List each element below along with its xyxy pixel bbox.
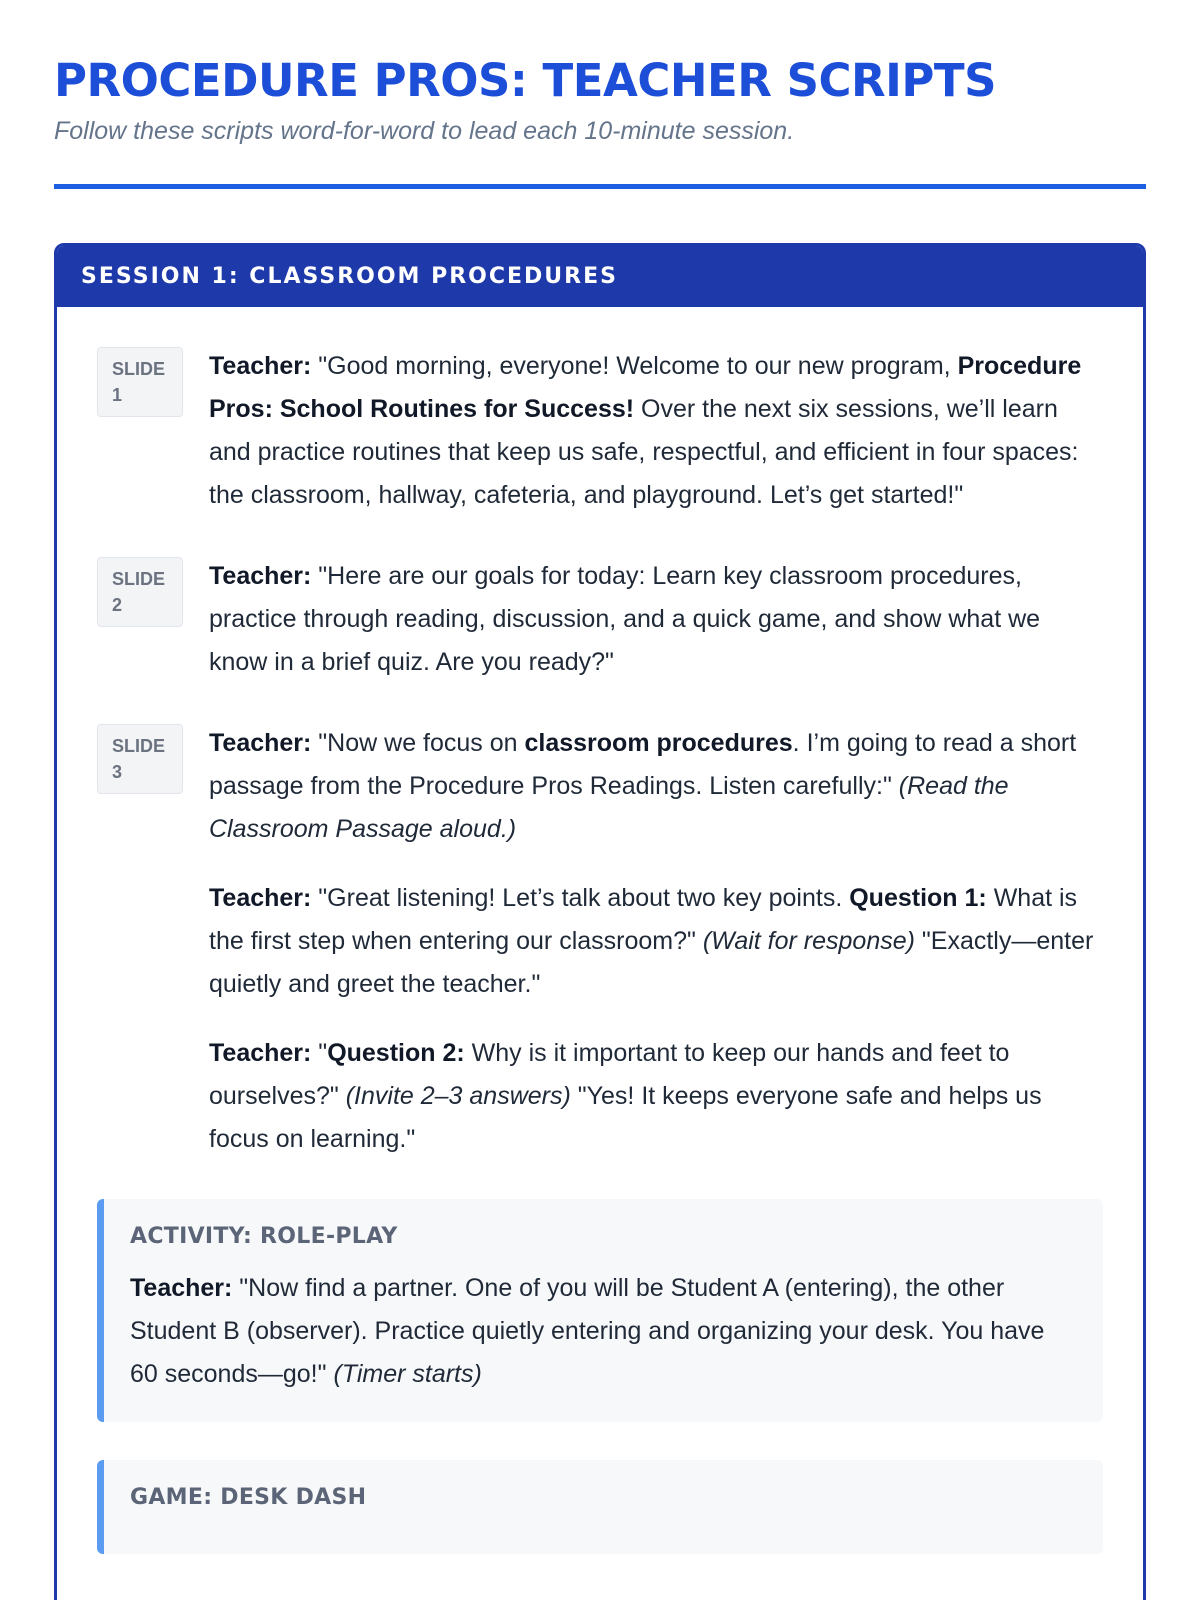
emphasis-text: classroom procedures xyxy=(524,729,793,757)
script-text: "Yes! It keeps everyone safe and helps us focus on learning." xyxy=(209,1082,1042,1153)
game-label: GAME: DESK DASH xyxy=(130,1485,367,1510)
script-text: "Great listening! Let’s talk about two key points. xyxy=(311,884,850,912)
speaker-label: Teacher: xyxy=(209,884,312,912)
question-label: Question 2: xyxy=(327,1039,465,1067)
script-paragraph xyxy=(209,722,1103,851)
script-paragraph xyxy=(209,877,1103,1006)
script-text: Over the next six sessions, we’ll learn and practice routines that keep us safe, respectful, and efficient in four spaces: the classroom, hallway, cafeteria, and playground. Let’s get started!" xyxy=(209,395,1079,509)
slide-tag-number: 3 xyxy=(112,762,123,782)
script-text: " xyxy=(311,1039,328,1067)
slide-tag xyxy=(97,347,183,417)
speaker-label: Teacher: xyxy=(209,729,312,757)
slide-tag-word: SLIDE xyxy=(112,736,166,756)
script-text: "Now find a partner. One of you will be Student A (entering), the other Student B (observer). Practice quietly entering and organizing your desk. You have 60 seconds—go!" xyxy=(130,1274,1045,1388)
script-text: Why is it important to keep our hands and feet to ourselves?" xyxy=(209,1039,1010,1110)
stage-direction: (Timer starts) xyxy=(333,1360,482,1388)
session-header xyxy=(57,246,1143,307)
slide-tag-number: 2 xyxy=(112,595,123,615)
script-text: "Exactly—enter quietly and greet the teacher." xyxy=(209,927,1094,998)
script-paragraph xyxy=(209,555,1103,684)
page-title: PROCEDURE PROS: TEACHER SCRIPTS xyxy=(54,54,996,107)
session-body xyxy=(57,307,1143,1554)
script-text: "Good morning, everyone! Welcome to our new program, xyxy=(311,352,958,380)
script-paragraph xyxy=(209,1032,1103,1161)
activity-label: ACTIVITY: ROLE-PLAY xyxy=(130,1224,398,1249)
slide-row-1 xyxy=(97,345,1103,517)
slide-tag xyxy=(97,557,183,627)
slide-row-3 xyxy=(97,722,1103,1161)
slide-tag xyxy=(97,724,183,794)
slide-content xyxy=(209,722,1103,1161)
question-label: Question 1: xyxy=(849,884,987,912)
speaker-label: Teacher: xyxy=(209,562,312,590)
program-name: Procedure Pros: School Routines for Success! xyxy=(209,352,1082,423)
slide-content xyxy=(209,345,1103,517)
session-title: SESSION 1: CLASSROOM PROCEDURES xyxy=(81,264,618,289)
speaker-label: Teacher: xyxy=(209,352,312,380)
script-paragraph xyxy=(209,345,1103,517)
session-card xyxy=(54,243,1146,1600)
script-text: . I’m going to read a short passage from the Procedure Pros Readings. Listen carefully:" xyxy=(209,729,1077,800)
script-text: "Now we focus on xyxy=(311,729,525,757)
stage-direction: (Wait for response) xyxy=(702,927,915,955)
slide-tag-number: 1 xyxy=(112,385,123,405)
slide-content xyxy=(209,555,1103,684)
page-subtitle: Follow these scripts word-for-word to lead each 10-minute session. xyxy=(54,117,795,145)
slide-row-2 xyxy=(97,555,1103,684)
activity-box xyxy=(97,1199,1103,1422)
title-divider xyxy=(54,184,1146,189)
game-box xyxy=(97,1460,1103,1554)
stage-direction: (Invite 2–3 answers) xyxy=(345,1082,571,1110)
speaker-label: Teacher: xyxy=(209,1039,312,1067)
slide-tag-word: SLIDE xyxy=(112,359,166,379)
script-text: What is the first step when entering our classroom?" xyxy=(209,884,1078,955)
script-text: "Here are our goals for today: Learn key classroom procedures, practice through reading, discussion, and a quick game, and show what we know in a brief quiz. Are you ready?" xyxy=(209,562,1041,676)
slide-tag-word: SLIDE xyxy=(112,569,166,589)
script-paragraph xyxy=(130,1267,1077,1396)
stage-direction: (Read the Classroom Passage aloud.) xyxy=(209,772,1009,843)
speaker-label: Teacher: xyxy=(130,1274,233,1302)
